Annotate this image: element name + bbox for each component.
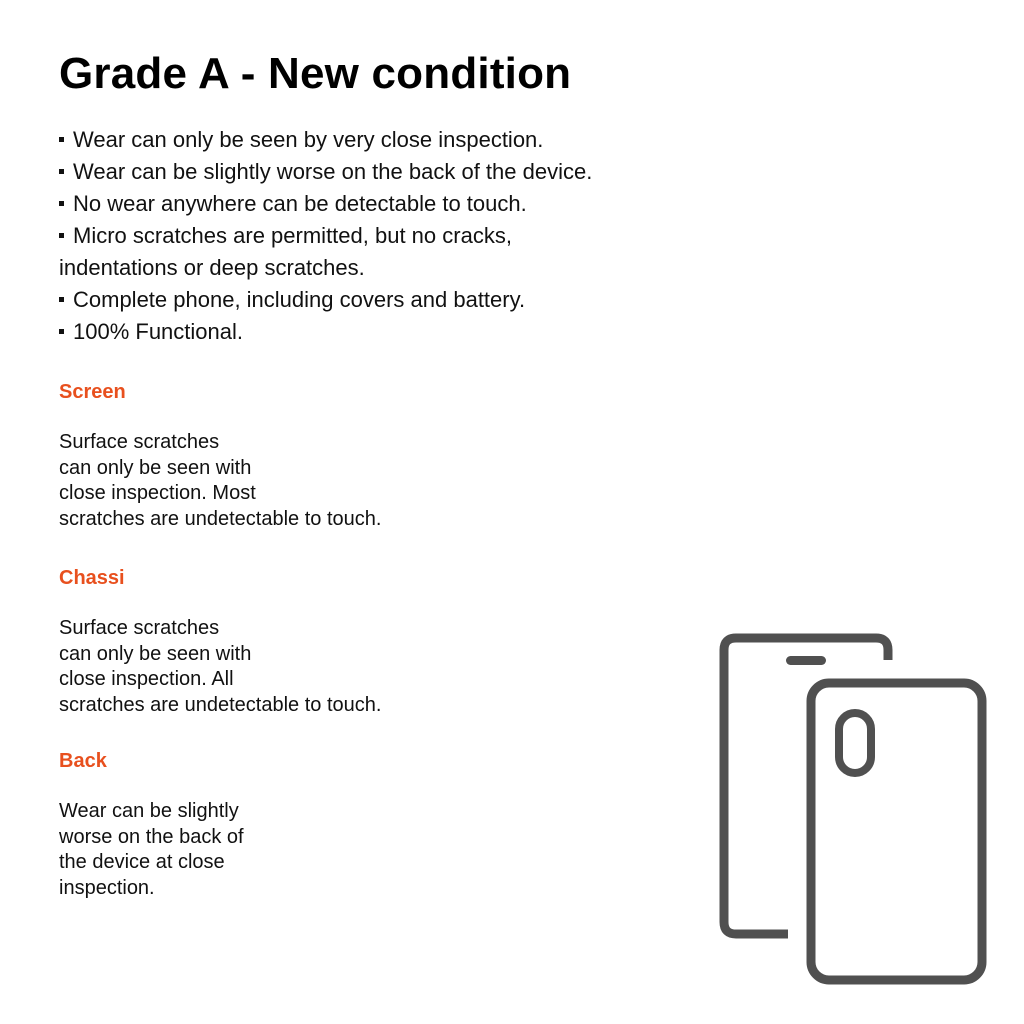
condition-item: [59, 188, 719, 220]
phone-speaker: [786, 656, 826, 665]
condition-item: [59, 316, 719, 348]
bullet-icon: [59, 297, 64, 302]
bullet-icon: [59, 137, 64, 142]
condition-text: Micro scratches are permitted, but no cracks, indentations or deep scratches.: [59, 223, 512, 280]
condition-text: Complete phone, including covers and battery.: [73, 287, 526, 312]
page-title: Grade A - New condition: [59, 49, 572, 98]
section-heading-chassi: Chassi: [59, 567, 125, 589]
bullet-icon: [59, 329, 64, 334]
section-body-screen: Surface scratches can only be seen with close inspection. Most scratches are undetectable to touch.: [59, 431, 382, 530]
condition-item: [59, 284, 719, 316]
phone-front-back-icon: [716, 632, 992, 988]
section-body-back: Wear can be slightly worse on the back of the device at close inspection.: [59, 800, 244, 899]
condition-text: 100% Functional.: [73, 319, 243, 344]
condition-item: [59, 220, 719, 284]
condition-item: [59, 156, 719, 188]
condition-item: [59, 124, 719, 156]
section-body-chassi: Surface scratches can only be seen with close inspection. All scratches are undetectable to touch.: [59, 617, 382, 716]
condition-list: [59, 124, 719, 348]
section-heading-back: Back: [59, 750, 107, 772]
condition-text: Wear can be slightly worse on the back of the device.: [73, 159, 593, 184]
condition-text: No wear anywhere can be detectable to touch.: [73, 191, 527, 216]
section-heading-screen: Screen: [59, 381, 126, 403]
bullet-icon: [59, 233, 64, 238]
condition-text: Wear can only be seen by very close inspection.: [73, 127, 544, 152]
bullet-icon: [59, 169, 64, 174]
bullet-icon: [59, 201, 64, 206]
